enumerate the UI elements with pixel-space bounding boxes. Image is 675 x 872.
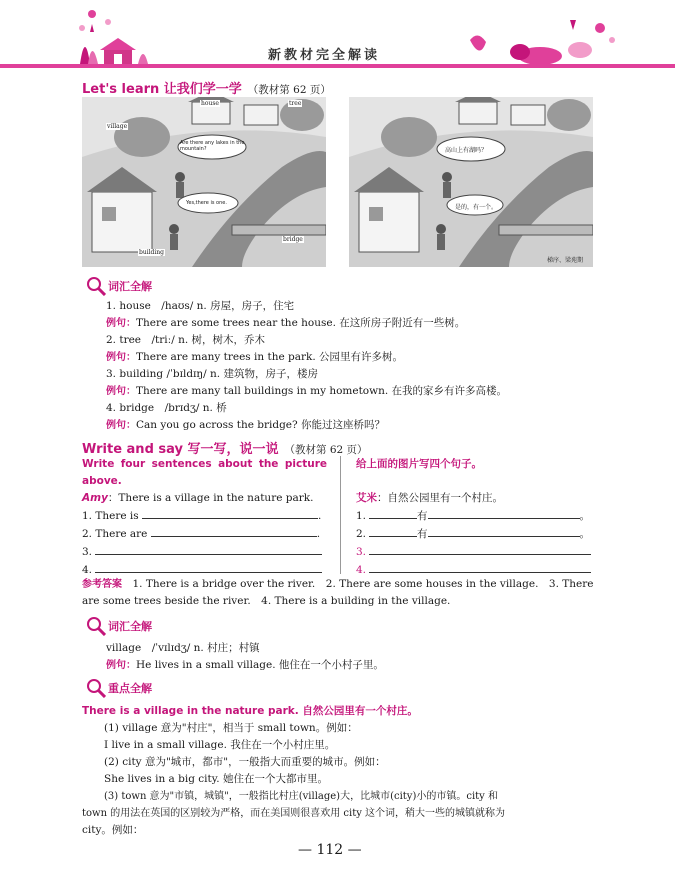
answers-label: 参考答案	[82, 579, 122, 590]
blank-cn-2b[interactable]	[428, 525, 580, 537]
magnifier-icon	[86, 276, 106, 296]
vocab-example-row	[106, 657, 384, 674]
answer-line-2	[82, 525, 327, 543]
blank-en-1[interactable]	[142, 507, 318, 519]
magnifier-icon	[86, 678, 106, 698]
village-scene-right	[349, 97, 593, 267]
label-bridge: bridge	[283, 236, 303, 243]
blank-en-4[interactable]	[95, 561, 322, 573]
cn-prefix-1: 1.	[356, 510, 367, 522]
answer-line-3	[82, 543, 327, 561]
blank-cn-1b[interactable]	[428, 507, 580, 519]
cn-answer-line-1: 1. 有 。	[356, 507, 596, 525]
period: .	[318, 510, 322, 522]
example-label: 例句：	[106, 386, 136, 397]
write-say-ref: （教材第 62 页）	[284, 444, 368, 456]
period: .	[316, 528, 321, 540]
keypoints-heading: 重点全解	[108, 682, 152, 695]
instruction-cn: 给上面的图片写四个句子。	[356, 458, 482, 470]
cn-you-2: 有	[417, 528, 428, 540]
bubble-answer-en: Yes,there is one.	[186, 200, 227, 206]
instruction-en-2: above.	[82, 475, 122, 487]
vocab-example-row	[106, 383, 507, 400]
vocab-example-village: He lives in a small village. 他住在一个小村子里。	[136, 659, 384, 671]
amy-cn-row	[356, 490, 596, 507]
write-say-title	[82, 438, 368, 457]
answers-text-2: are some trees beside the river. 4. There is a building in the village.	[82, 595, 451, 607]
reference-answers	[82, 576, 597, 610]
vocab-example-row	[106, 417, 507, 434]
vocab-list-1	[106, 298, 507, 434]
bubble-question-en: Are there any lakes in the mountain?	[180, 140, 245, 152]
kp-line-2: I live in a small village. 我住在一个小村庄里。	[104, 739, 336, 751]
kp-line-5: (3) town 意为"市镇，城镇"，一般指比村庄(village)大，比城市(city)小的市镇。city 和	[104, 791, 499, 802]
cn-prefix-4: 4.	[356, 564, 367, 576]
answer-prefix-3: 3.	[82, 546, 93, 558]
kp-line-1: (1) village 意为"村庄"，相当于 small town。例如：	[104, 722, 358, 734]
cn-you-1: 有	[417, 510, 428, 522]
vocab-heading-2: 词汇全解	[108, 620, 152, 633]
kp-line-4: She lives in a big city. 她住在一个大都市里。	[104, 773, 328, 785]
blank-en-2[interactable]	[151, 525, 317, 537]
example-label: 例句：	[106, 318, 136, 329]
vocab-word-tree: 2. tree /triː/ n. 树，树木，乔木	[106, 334, 266, 346]
kp-line-6: town 的用法在英国的区别较为严格，而在美国则很喜欢用 city 这个词，稍大一些的城镇就称为	[82, 808, 506, 819]
answer-line-1	[82, 507, 327, 525]
magnifier-icon	[86, 616, 106, 636]
page-number: — 112 —	[298, 842, 362, 858]
cn-answer-line-2: 2. 有 。	[356, 525, 596, 543]
lets-learn-heading: Let's learn 让我们学一学	[82, 82, 242, 97]
blank-cn-2a[interactable]	[369, 525, 417, 537]
vocab-example-house: There are some trees near the house. 在这所房子附近有一些树。	[136, 317, 466, 329]
write-say-heading: Write and say 写一写，说一说	[82, 442, 279, 457]
amy-row	[82, 490, 327, 507]
vocab-list-2	[106, 640, 384, 674]
vocab-example-building: There are many tall buildings in my hometown. 在我的家乡有许多高楼。	[136, 385, 508, 397]
vocab-word-house: 1. house /haʊs/ n. 房屋，房子，住宅	[106, 300, 295, 312]
blank-cn-3[interactable]	[369, 543, 591, 555]
kp-line-3: (2) city 意为"城市，都市"，一般指大而重要的城市。例如：	[104, 756, 386, 768]
house-decoration-icon	[79, 10, 148, 64]
vocab-example-bridge: Can you go across the bridge? 你能过这座桥吗？	[136, 419, 385, 431]
answer-prefix-2: 2. There are	[82, 528, 148, 540]
picture-left	[82, 97, 326, 267]
lets-learn-ref: （教材第 62 页）	[247, 84, 331, 96]
answer-prefix-4: 4.	[82, 564, 93, 576]
lets-learn-title	[82, 78, 331, 97]
answers-text-1: 1. There is a bridge over the river. 2. There are some houses in the village. 3. There	[132, 578, 594, 590]
instruction-en-1: Write four sentences about the picture	[82, 458, 327, 470]
flower-decoration-icon	[470, 20, 615, 65]
answers-row-1	[82, 576, 597, 593]
amy-cn-sentence: ：自然公园里有一个村庄。	[377, 492, 503, 504]
blank-cn-4[interactable]	[369, 561, 591, 573]
blank-en-3[interactable]	[95, 543, 322, 555]
vocab-example-tree: There are many trees in the park. 公园里有许多树。	[136, 351, 404, 363]
label-building: building	[139, 249, 165, 256]
example-label: 例句：	[106, 660, 136, 671]
write-cn-column	[356, 456, 596, 579]
vocab-word-bridge: 4. bridge /brɪdʒ/ n. 桥	[106, 402, 227, 414]
picture-caption: 梯序、梁苑期	[547, 257, 584, 264]
label-house: house	[201, 100, 219, 107]
example-label: 例句：	[106, 352, 136, 363]
label-village: village	[107, 123, 128, 130]
amy-cn-label: 艾米	[356, 492, 377, 504]
kp-line-7: city。例如：	[82, 824, 144, 836]
cn-prefix-2: 2.	[356, 528, 367, 540]
example-label: 例句：	[106, 420, 136, 431]
blank-cn-1a[interactable]	[369, 507, 417, 519]
cn-prefix-3: 3.	[356, 546, 367, 558]
vocab-example-row	[106, 349, 507, 366]
vocab-word-building: 3. building /ˈbɪldɪŋ/ n. 建筑物，房子，楼房	[106, 368, 318, 380]
book-title: 新教材完全解读	[268, 48, 381, 63]
vocab-word-village: village /ˈvɪlɪdʒ/ n. 村庄；村镇	[106, 642, 260, 654]
page-header	[0, 0, 675, 78]
label-tree: tree	[289, 100, 302, 107]
amy-label: Amy	[82, 492, 108, 504]
keypoints-body	[82, 720, 597, 839]
answer-prefix-1: 1. There is	[82, 510, 139, 522]
vocab-heading-1: 词汇全解	[108, 280, 152, 293]
keypoints-title: There is a village in the nature park. 自然公园里有一个村庄。	[82, 705, 418, 717]
amy-sentence: ：There is a village in the nature park.	[107, 492, 314, 504]
picture-right	[349, 97, 593, 267]
bubble-answer-cn: 是的，有一个。	[455, 204, 498, 211]
cn-answer-line-3	[356, 543, 596, 561]
header-decoration	[0, 0, 675, 78]
write-en-column	[82, 456, 327, 579]
column-divider	[340, 456, 341, 574]
bubble-question-cn: 高山上有湖吗？	[445, 147, 488, 154]
vocab-example-row	[106, 315, 507, 332]
